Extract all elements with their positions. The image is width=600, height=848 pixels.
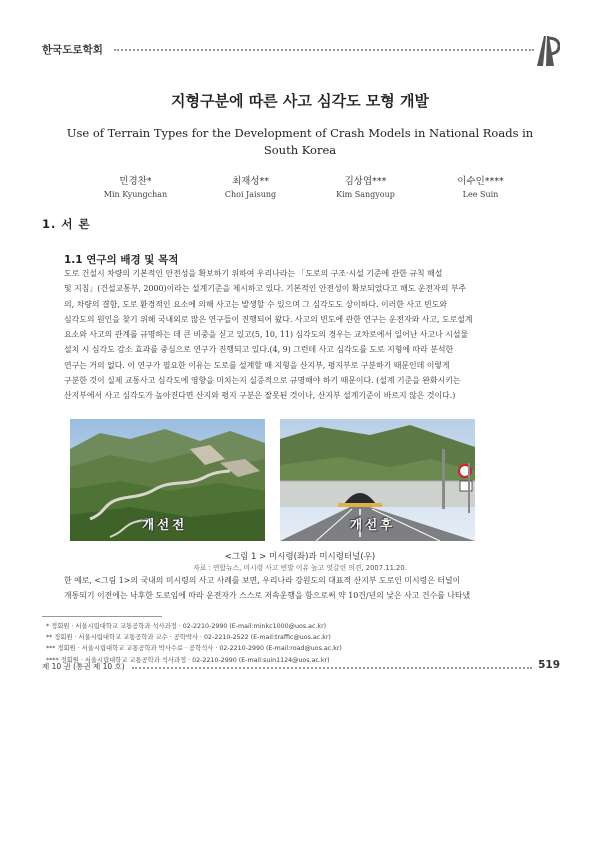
subsection-heading: 1.1 연구의 배경 및 목적 [64, 254, 179, 266]
road-logo-icon [534, 32, 560, 66]
text-line: 및 지침」(건설교통부, 2000)이라는 설계기준을 제시하고 있다. 기본적인 안전성이 확보되었다고 해도 운전자의 부주 [64, 284, 467, 294]
author-name-korean: 김상엽*** [344, 176, 387, 187]
author [78, 173, 193, 199]
author-list [78, 173, 538, 203]
author-name-korean: 민경찬* [119, 176, 152, 187]
photo-label-before: 개선전 [142, 517, 188, 532]
photo-label-after: 개선후 [350, 517, 396, 532]
figure-caption: <그림 1 > 미시령(좌)과 미시령터널(우) [224, 552, 376, 562]
author-name-korean: 최재성** [231, 176, 270, 187]
paper-title-english: Use of Terrain Types for the Development of Crash Models in National Roads in South Korea [66, 126, 534, 157]
author [308, 173, 423, 199]
text-line: 개통되기 이전에는 낙후한 도로임에 따라 운전자가 스스로 저속운행을 함으로써 약 10건/년의 낮은 사고 건수를 나타냈 [64, 591, 471, 601]
text-line: 구분한 것이 실제 교통사고 심각도에 영향을 미치는지 실증적으로 규명해야 하기 때문이다. (설계 기준을 완화시키는 [64, 376, 461, 386]
author-name-english: Min Kyungchan [103, 190, 168, 199]
text-line: 요소와 사고의 관계를 규명하는 데 큰 비중을 싣고 있고(5, 10, 11) 심각도의 경우는 교차로에서 일어난 사고나 시설물 [64, 330, 469, 340]
page-number: 519 [538, 659, 560, 671]
author-name-korean: 이수인**** [457, 176, 504, 187]
text-line: 한 예로, <그림 1>의 국내의 미시령의 사고 사례를 보면, 우리나라 강원도의 대표적 산지부 도로인 미시령은 터널이 [64, 576, 461, 585]
text-line: 산지부에서 사고 심각도가 높아진다면 산지와 평지 구분은 잘못된 것이나, 산지부 설계기준이 바르지 않은 것이다.) [64, 391, 456, 401]
photo-before [70, 419, 265, 541]
footer-dotted-rule [132, 667, 532, 669]
footnote: * 정회원 · 서울시립대학교 교통공학과 석사과정 · 02-2210-2990 (E-mail:minkc1000@uos.ac.kr) [46, 623, 327, 630]
body-paragraph [64, 573, 534, 604]
text-line: 연구는 거의 없다. 이 연구가 필요한 이유는 도로를 설계할 때 지형을 산지부, 평지부로 구분하기 때문인데 이렇게 [64, 360, 450, 370]
footnote: *** 정회원 · 서울시립대학교 교통공학과 박사수료 · 공학석사 · 02-2210-2990 (E-mail:road@uos.ac.kr) [46, 645, 342, 653]
footnote: ** 정회원 · 서울시립대학교 교통공학과 교수 · 공학박사 · 02-2210-2522 (E-mail:traffic@uos.ac.kr) [46, 634, 331, 642]
text-line: 의, 차량의 결함, 도로 환경적인 요소에 의해 사고는 발생할 수 있으며 그 심각도도 상이하다. 이러한 사고 빈도와 [64, 299, 448, 309]
text-line: 도로 건설시 차량의 기본적인 안전성을 확보하기 위하여 우리나라는 「도로의 구조·시설 기준에 관한 규칙 해설 [64, 269, 443, 278]
society-name: 한국도로학회 [42, 44, 103, 56]
author-name-english: Choi Jaisung [224, 190, 277, 199]
footnote-rule [42, 616, 162, 617]
footnote: **** 정회원 · 서울시립대학교 교통공학과 석사과정 · 02-2210-2990 (E-mail:suin1124@uos.ac.kr) [46, 656, 330, 664]
paper-title-korean: 지형구분에 따른 사고 심각도 모형 개발 [171, 92, 429, 110]
section-heading: 1. 서 론 [42, 217, 91, 231]
running-footer [42, 659, 560, 675]
volume-info: 제 10 권 (통권 제 10 호) [42, 662, 125, 671]
header-dotted-rule [114, 49, 534, 51]
photo-after [280, 419, 475, 541]
author-name-english: Lee Suin [462, 190, 499, 199]
author-name-english: Kim Sangyoup [336, 190, 395, 199]
figure-source: 자료 : 연합뉴스, 미시령 사고 빈발 이유 높고 엇갈린 의견, 2007.11.20. [193, 564, 407, 572]
text-line: 심각도의 원인을 찾기 위해 국내외로 많은 연구들이 진행되어 왔다. 사고의 빈도에 관한 연구는 운전자와 사고, 도로설계 [64, 314, 473, 324]
running-header [42, 38, 560, 64]
text-line: 설치 시 심각도 감소 효과를 중심으로 연구가 진행되고 있다.(4, 9) 그런데 사고 심각도를 도로 지형에 따라 분석한 [64, 345, 454, 355]
author [193, 173, 308, 199]
body-paragraph [64, 266, 534, 404]
author [423, 173, 538, 199]
